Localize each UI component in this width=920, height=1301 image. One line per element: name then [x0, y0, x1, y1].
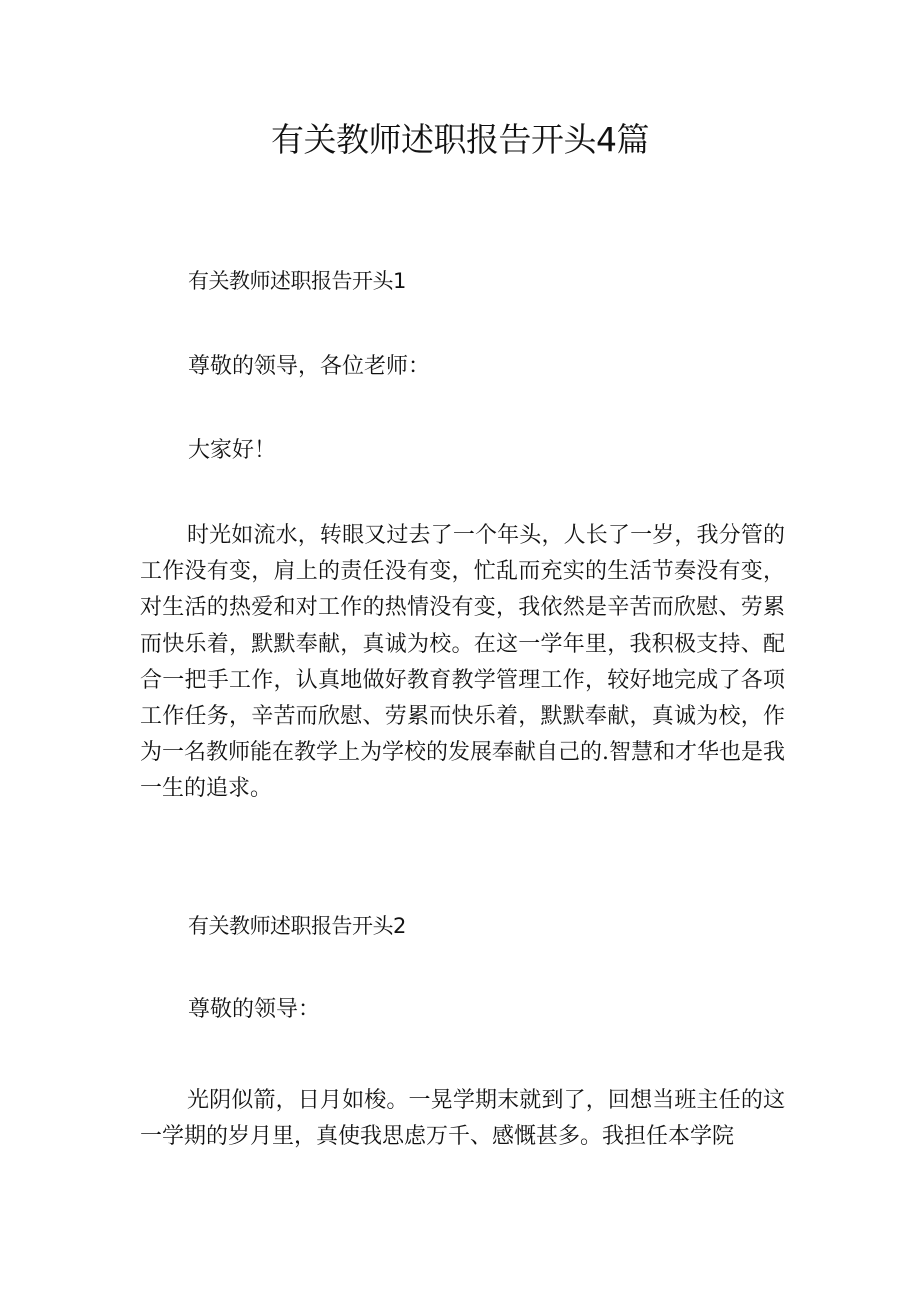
- body-paragraph-1: 时光如流水，转眼又过去了一个年头，人长了一岁，我分管的工作没有变，肩上的责任没有变，忙乱而充实的生活节奏没有变，对生活的热爱和对工作的热情没有变，我依然是辛苦而欣慰、劳累而快乐着，默默奉献，真诚为校。在这一学年里，我积极支持、配合一把手工作，认真地做好教育教学管理工作，较好地完成了各项工作任务，辛苦而欣慰、劳累而快乐着，默默奉献，真诚为校，作为一名教师能在教学上为学校的发展奉献自己的.智慧和才华也是我一生的追求。: [140, 523, 785, 802]
- section-heading-1: 有关教师述职报告开头1: [188, 269, 406, 293]
- section-heading-2: 有关教师述职报告开头2: [188, 914, 406, 938]
- salutation-2: 尊敬的领导：: [188, 997, 321, 1022]
- body-paragraph-2: 光阴似箭，日月如梭。一晃学期末就到了，回想当班主任的这一学期的岁月里，真使我思虑万千、感慨甚多。我担任本学院: [140, 1088, 785, 1150]
- salutation-1: 尊敬的领导，各位老师：: [188, 354, 431, 379]
- greeting-1: 大家好！: [188, 438, 277, 463]
- document-title: 有关教师述职报告开头4篇: [271, 120, 649, 159]
